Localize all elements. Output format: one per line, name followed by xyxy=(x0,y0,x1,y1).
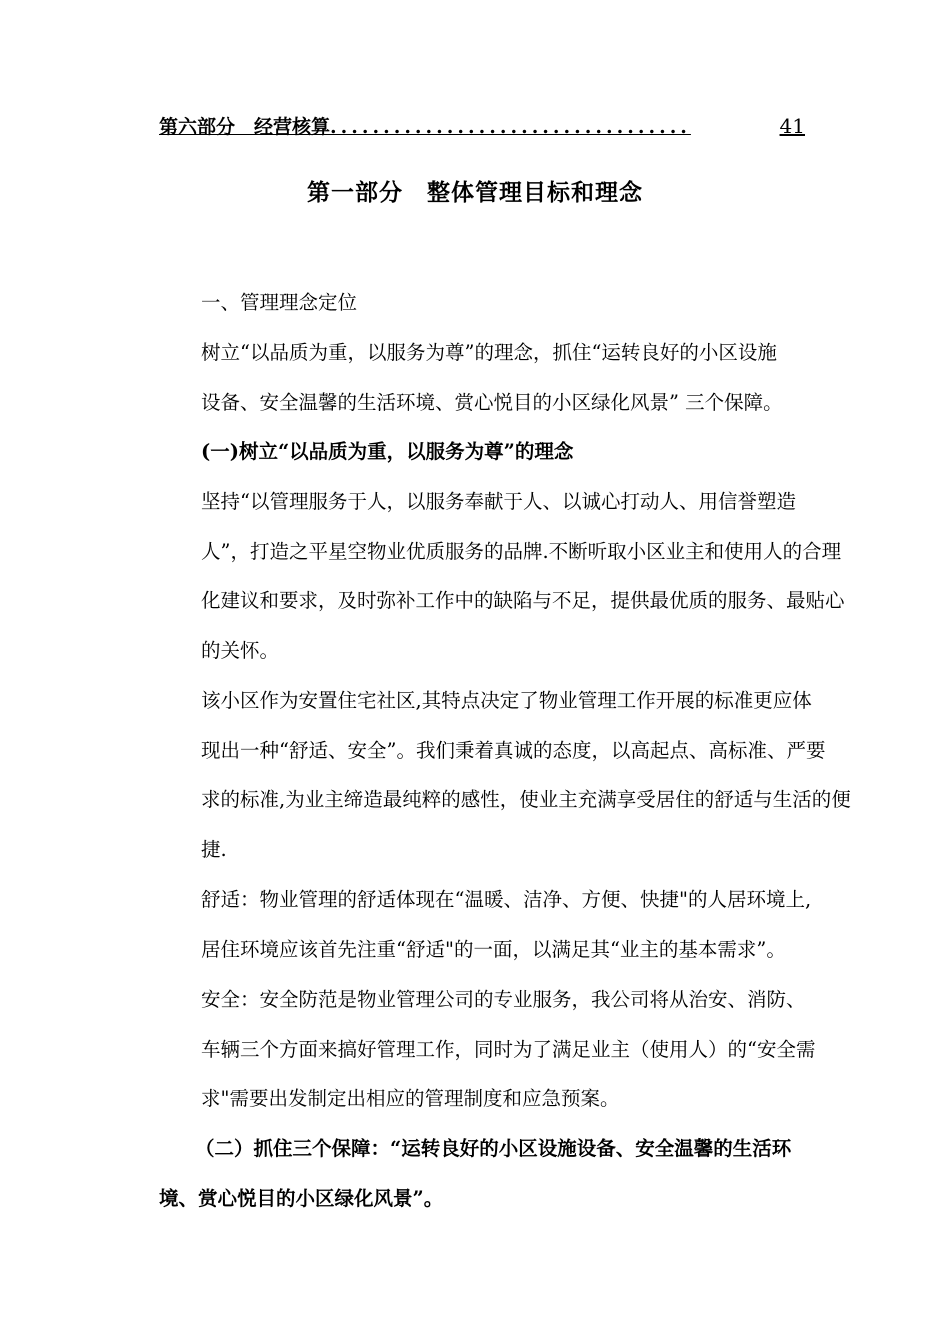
text-line: 现出一种“舒适、安全”。我们秉着真诚的态度，以高起点、高标准、严要 xyxy=(201,738,826,762)
text-line: 坚持“以管理服务于人，以服务奉献于人、以诚心打动人、用信誉塑造 xyxy=(201,490,796,513)
paragraph-community xyxy=(159,676,859,874)
text-line: 求"需要出发制定出相应的管理制度和应急预案。 xyxy=(201,1087,620,1110)
subheading-1 xyxy=(159,427,859,477)
text-line: 设备、安全温馨的生活环境、赏心悦目的小区绿化风景” 三个保障。 xyxy=(201,390,783,414)
text-line: 一、管理理念定位 xyxy=(201,291,358,314)
text-line: 的关怀。 xyxy=(201,638,280,662)
text-line: 求的标准,为业主缔造最纯粹的感性，使业主充满享受居住的舒适与生活的便 xyxy=(201,788,851,811)
paragraph-comfort xyxy=(159,875,859,974)
toc-entry-label: 第六部分 经营核算 xyxy=(159,116,331,138)
toc-page-number: 41 xyxy=(779,114,805,138)
text-line: 人”，打造之平星空物业优质服务的品牌.不断听取小区业主和使用人的合理 xyxy=(201,539,842,563)
paragraph-intro xyxy=(159,328,859,427)
text-line: 化建议和要求，及时弥补工作中的缺陷与不足，提供最优质的服务、最贴心 xyxy=(201,589,845,612)
text-line: 捷. xyxy=(201,837,227,861)
subheading-2 xyxy=(159,1124,859,1223)
text-line: 境、赏心悦目的小区绿化风景”。 xyxy=(159,1186,444,1210)
text-line: 该小区作为安置住宅社区,其特点决定了物业管理工作开展的标准更应体 xyxy=(201,689,812,712)
text-line: 舒适：物业管理的舒适体现在“温暖、洁净、方便、快捷"的人居环境上, xyxy=(201,888,812,911)
toc-entry[interactable] xyxy=(159,112,805,140)
text-line: （二）抓住三个保障：“运转良好的小区设施设备、安全温馨的生活环 xyxy=(195,1137,792,1160)
subsection-title xyxy=(159,278,859,328)
text-line: (一)树立“以品质为重，以服务为尊”的理念 xyxy=(201,440,574,463)
paragraph-safety xyxy=(159,975,859,1124)
paragraph-persist xyxy=(159,477,859,675)
section-heading: 第一部分 整体管理目标和理念 xyxy=(307,179,643,206)
toc-leader-dots: .................................. xyxy=(330,116,691,138)
text-line: 车辆三个方面来搞好管理工作，同时为了满足业主（使用人）的“安全需 xyxy=(201,1037,816,1061)
text-line: 安全：安全防范是物业管理公司的专业服务，我公司将从治安、消防、 xyxy=(201,988,806,1011)
text-line: 树立“以品质为重，以服务为尊”的理念，抓住“运转良好的小区设施 xyxy=(201,341,777,364)
text-line: 居住环境应该首先注重“舒适"的一面，以满足其“业主的基本需求”。 xyxy=(201,937,786,961)
